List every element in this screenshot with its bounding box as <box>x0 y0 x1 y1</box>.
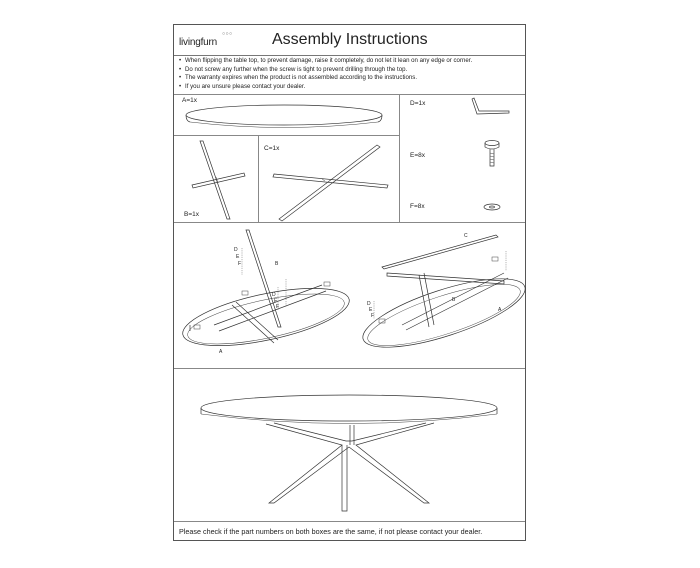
assembled-table-drawing <box>174 25 525 542</box>
part-label-e: E=8x <box>410 152 425 159</box>
note-item: • The warranty expires when the product is not assembled according to the instructions. <box>179 74 524 83</box>
instruction-sheet <box>173 24 526 541</box>
brand-logo: livingfurn <box>179 37 218 48</box>
callout-f: F <box>238 261 242 267</box>
part-label-c: C=1x <box>264 145 280 152</box>
callout-d: D <box>367 301 371 307</box>
footer-note: Please check if the part numbers on both boxes are the same, if not please contact your dealer. <box>179 527 483 536</box>
callout-a: A <box>498 307 502 313</box>
callout-f: F <box>371 313 375 319</box>
part-label-d: D=1x <box>410 100 426 107</box>
callout-e: E <box>274 298 278 304</box>
callout-f: F <box>276 304 280 310</box>
part-label-a: A=1x <box>182 97 197 104</box>
note-item: • When flipping the table top, to prevent damage, raise it completely, do not let it lean on any edge or corner. <box>179 57 524 66</box>
logo-mark-icon: ○○○ <box>222 31 233 37</box>
part-label-b: B=1x <box>184 211 199 218</box>
page-title: Assembly Instructions <box>272 31 428 48</box>
note-item: • If you are unsure please contact your dealer. <box>179 83 524 92</box>
callout-b: B <box>452 297 456 303</box>
note-item: • Do not screw any further when the screw is tight to prevent drilling through the top. <box>179 66 524 75</box>
callout-b: B <box>275 261 279 267</box>
callout-c: C <box>464 233 468 239</box>
callout-d: D <box>272 292 276 298</box>
callout-e: E <box>236 254 240 260</box>
part-label-f: F=8x <box>410 203 425 210</box>
callout-e: E <box>369 307 373 313</box>
callout-d: D <box>234 247 238 253</box>
callout-a: A <box>219 349 223 355</box>
